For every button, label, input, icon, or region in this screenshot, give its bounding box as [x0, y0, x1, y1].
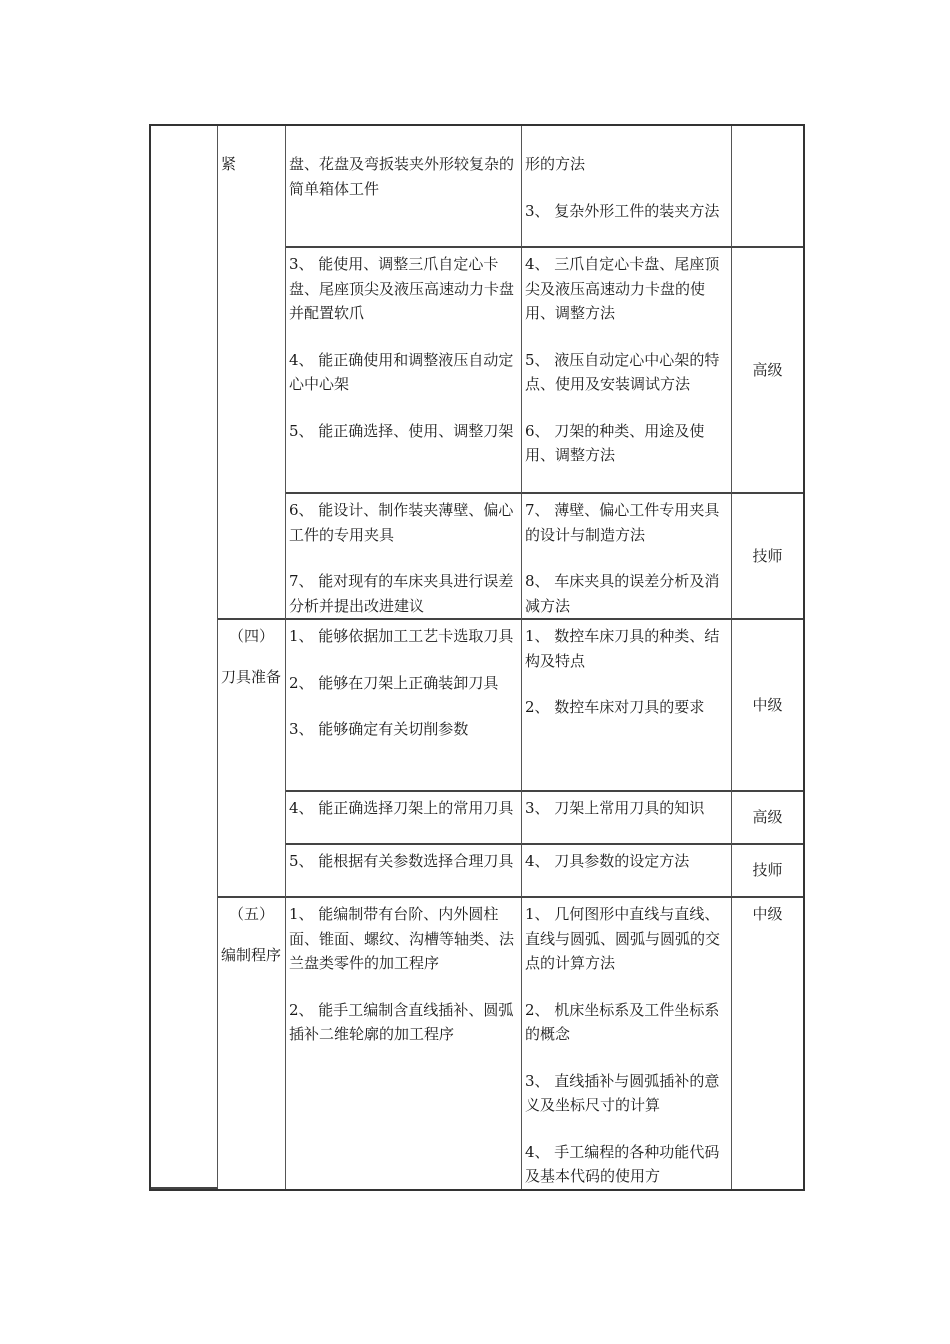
knowledge-item: 4、 刀具参数的设定方法 — [525, 852, 690, 870]
level-label: 技师 — [752, 861, 783, 880]
level-label: 技师 — [752, 546, 783, 565]
category-label: 紧 — [221, 155, 237, 173]
knowledge-item: 1、 几何图形中直线与直线、直线与圆弧、圆弧与圆弧的交点的计算方法 — [525, 905, 721, 972]
knowledge-item: 4、 手工编程的各种功能代码及基本代码的使用方 — [525, 1142, 720, 1185]
knowledge-cell — [522, 845, 732, 898]
level-cell — [732, 126, 803, 248]
knowledge-item: 7、 薄壁、偏心工件专用夹具的设计与制造方法 — [525, 501, 720, 544]
skills-cell — [286, 898, 522, 1189]
level-label: 高级 — [752, 808, 783, 827]
knowledge-item: 1、 数控车床刀具的种类、结构及特点 — [525, 627, 720, 670]
knowledge-item: 3、 复杂外形工件的装夹方法 — [525, 201, 720, 220]
skill-requirements-table — [149, 124, 805, 1191]
knowledge-item: 2、 数控车床对刀具的要求 — [525, 698, 705, 716]
knowledge-cell — [522, 248, 732, 494]
level-cell — [732, 898, 803, 1189]
knowledge-cell — [522, 792, 732, 845]
level-cell — [732, 792, 803, 845]
skill-item: 1、 能编制带有台阶、内外圆柱面、锥面、螺纹、沟槽等轴类、法兰盘类零件的加工程序 — [289, 905, 515, 972]
skills-cell — [286, 620, 522, 792]
knowledge-item: 6、 刀架的种类、用途及使用、调整方法 — [525, 421, 705, 464]
level-label: 高级 — [752, 360, 783, 379]
skill-item: 4、 能正确选择刀架上的常用刀具 — [289, 799, 514, 817]
knowledge-item: 4、 三爪自定心卡盘、尾座顶尖及液压高速动力卡盘的使用、调整方法 — [525, 255, 720, 322]
knowledge-item: 3、 直线插补与圆弧插补的意义及坐标尺寸的计算 — [525, 1071, 720, 1114]
knowledge-item: 形的方法 — [525, 155, 586, 173]
category-cell — [218, 898, 286, 1189]
category-label: 编制程序 — [221, 945, 282, 964]
skills-cell — [286, 494, 522, 620]
category-cell — [218, 620, 286, 898]
skill-item: 6、 能设计、制作装夹薄壁、偏心工件的专用夹具 — [289, 501, 514, 544]
knowledge-cell — [522, 126, 732, 248]
skill-item: 盘、花盘及弯扳装夹外形较复杂的简单箱体工件 — [289, 155, 515, 198]
level-label: 中级 — [752, 905, 783, 923]
knowledge-item: 8、 车床夹具的误差分析及消减方法 — [525, 572, 720, 615]
knowledge-item: 2、 机床坐标系及工件坐标系的概念 — [525, 1000, 720, 1043]
table-row — [151, 898, 803, 1189]
level-cell — [732, 620, 803, 792]
level-cell — [732, 248, 803, 494]
skill-item: 3、 能使用、调整三爪自定心卡盘、尾座顶尖及液压高速动力卡盘并配置软爪 — [289, 255, 515, 322]
skill-item: 2、 能够在刀架上正确装卸刀具 — [289, 673, 499, 692]
level-cell — [732, 494, 803, 620]
category-label: 刀具准备 — [221, 667, 282, 686]
skills-cell — [286, 792, 522, 845]
category-cell — [218, 126, 286, 620]
skill-item: 5、 能根据有关参数选择合理刀具 — [289, 852, 514, 870]
knowledge-item: 3、 刀架上常用刀具的知识 — [525, 799, 705, 817]
skills-cell — [286, 126, 522, 248]
skill-item: 1、 能够依据加工工艺卡选取刀具 — [289, 627, 514, 645]
table-row — [151, 620, 803, 792]
skill-item: 5、 能正确选择、使用、调整刀架 — [289, 421, 514, 440]
knowledge-cell — [522, 494, 732, 620]
category-number: （五） — [228, 905, 274, 923]
skills-cell — [286, 248, 522, 494]
skills-cell — [286, 845, 522, 898]
level-cell — [732, 845, 803, 898]
knowledge-item: 5、 液压自动定心中心架的特点、使用及安装调试方法 — [525, 350, 720, 393]
skill-item: 4、 能正确使用和调整液压自动定心中心架 — [289, 350, 514, 393]
skill-item: 7、 能对现有的车床夹具进行误差分析并提出改进建议 — [289, 572, 514, 615]
category-number: （四） — [228, 627, 274, 645]
skill-item: 3、 能够确定有关切削参数 — [289, 720, 469, 738]
knowledge-cell — [522, 898, 732, 1189]
skill-item: 2、 能手工编制含直线插补、圆弧插补二维轮廓的加工程序 — [289, 1000, 514, 1043]
knowledge-cell — [522, 620, 732, 792]
table-row — [151, 126, 803, 248]
level-label: 中级 — [752, 695, 783, 714]
blank-first-column — [151, 126, 218, 1189]
